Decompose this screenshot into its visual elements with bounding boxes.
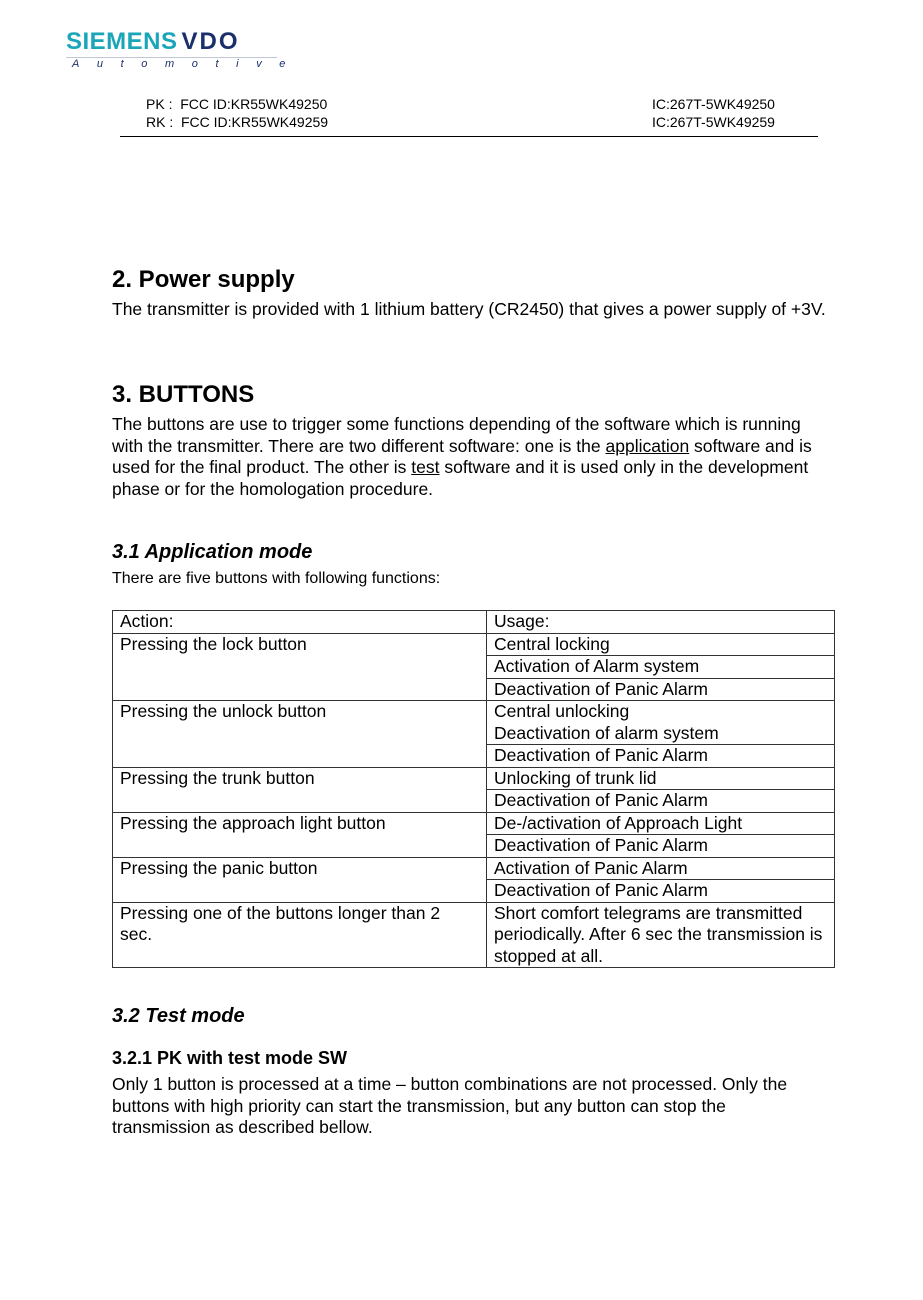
- header-pk-ic: IC:267T-5WK49250: [652, 96, 775, 112]
- table-cell-usage: Central locking: [487, 633, 835, 656]
- table-row: [113, 701, 835, 745]
- section-3-title: 3. BUTTONS: [112, 381, 255, 408]
- table-header-action: Action:: [113, 611, 487, 634]
- table-cell-action: Pressing the unlock button: [113, 701, 487, 768]
- section-3-text-part2: software and is used for the final product. The other is: [112, 435, 812, 477]
- table-row: [113, 767, 835, 790]
- table-cell-action: Pressing the lock button: [113, 633, 487, 701]
- table-cell-usage: Deactivation of Panic Alarm: [487, 678, 835, 701]
- logo-subtitle: Automotive: [66, 57, 277, 70]
- logo-wordmark: [66, 28, 276, 56]
- table-cell-usage: Deactivation of Panic Alarm: [487, 745, 835, 768]
- button-functions-table: [112, 610, 835, 968]
- logo-brand: SIEMENS: [66, 28, 178, 55]
- header-pk-fcc: PK : FCC ID:KR55WK49250: [146, 96, 328, 112]
- table-cell-action: Pressing the panic button: [113, 857, 487, 902]
- table-row: [113, 902, 835, 968]
- section-3-text-part3: software and it is used only in the development phase or for the homologation procedure.: [112, 457, 809, 499]
- section-3-2-1-title: 3.2.1 PK with test mode SW: [112, 1048, 348, 1068]
- table-header-usage: Usage:: [487, 611, 835, 634]
- table-cell-usage: Deactivation of Panic Alarm: [487, 880, 835, 903]
- section-3-text: [112, 414, 827, 500]
- section-3-1-title: 3.1 Application mode: [112, 541, 313, 563]
- test-term: test: [411, 457, 440, 477]
- header-rk-ic: IC:267T-5WK49259: [652, 114, 775, 130]
- section-2-text: The transmitter is provided with 1 lithium battery (CR2450) that gives a power supply of +3V.: [112, 299, 826, 319]
- header-fcc-ids: [146, 95, 328, 131]
- table-row: [113, 633, 835, 656]
- table-cell-usage: Activation of Alarm system: [487, 656, 835, 679]
- table-cell-action: Pressing the trunk button: [113, 767, 487, 812]
- logo-brand-vdo: VDO: [181, 28, 240, 55]
- table-cell-action: Pressing one of the buttons longer than 2 sec.: [113, 902, 487, 968]
- table-cell-usage: Short comfort telegrams are transmitted periodically. After 6 sec the transmission is stopped at all.: [487, 902, 835, 968]
- table-cell-usage: Unlocking of trunk lid: [487, 767, 835, 790]
- section-3-2-1-text: Only 1 button is processed at a time – button combinations are not processed. Only the buttons with high priority can start the transmission, but any button can stop the transmission as described bellow.: [112, 1074, 788, 1137]
- table-row: [113, 812, 835, 835]
- table-row: [113, 857, 835, 880]
- siemens-vdo-logo: [66, 28, 304, 70]
- table-header-row: [113, 611, 835, 634]
- table-cell-usage: Central unlocking Deactivation of alarm system: [487, 701, 835, 745]
- header-divider: [120, 136, 818, 137]
- section-2-title: 2. Power supply: [112, 266, 295, 293]
- section-3-1-intro: There are five buttons with following functions:: [112, 570, 441, 587]
- section-3-text-part1: The buttons are use to trigger some functions depending of the software which is running with the transmitter. There are two different software: one is the: [112, 414, 801, 456]
- table-cell-usage: Deactivation of Panic Alarm: [487, 790, 835, 813]
- section-3-2-title: 3.2 Test mode: [112, 1005, 245, 1027]
- application-term: application: [605, 435, 690, 456]
- table-cell-action: Pressing the approach light button: [113, 812, 487, 857]
- table-cell-usage: Deactivation of Panic Alarm: [487, 835, 835, 858]
- table-cell-usage: Activation of Panic Alarm: [487, 857, 835, 880]
- header-rk-fcc: RK : FCC ID:KR55WK49259: [146, 114, 329, 130]
- table-cell-usage: De-/activation of Approach Light: [487, 812, 835, 835]
- header-ic-ids: [652, 95, 775, 131]
